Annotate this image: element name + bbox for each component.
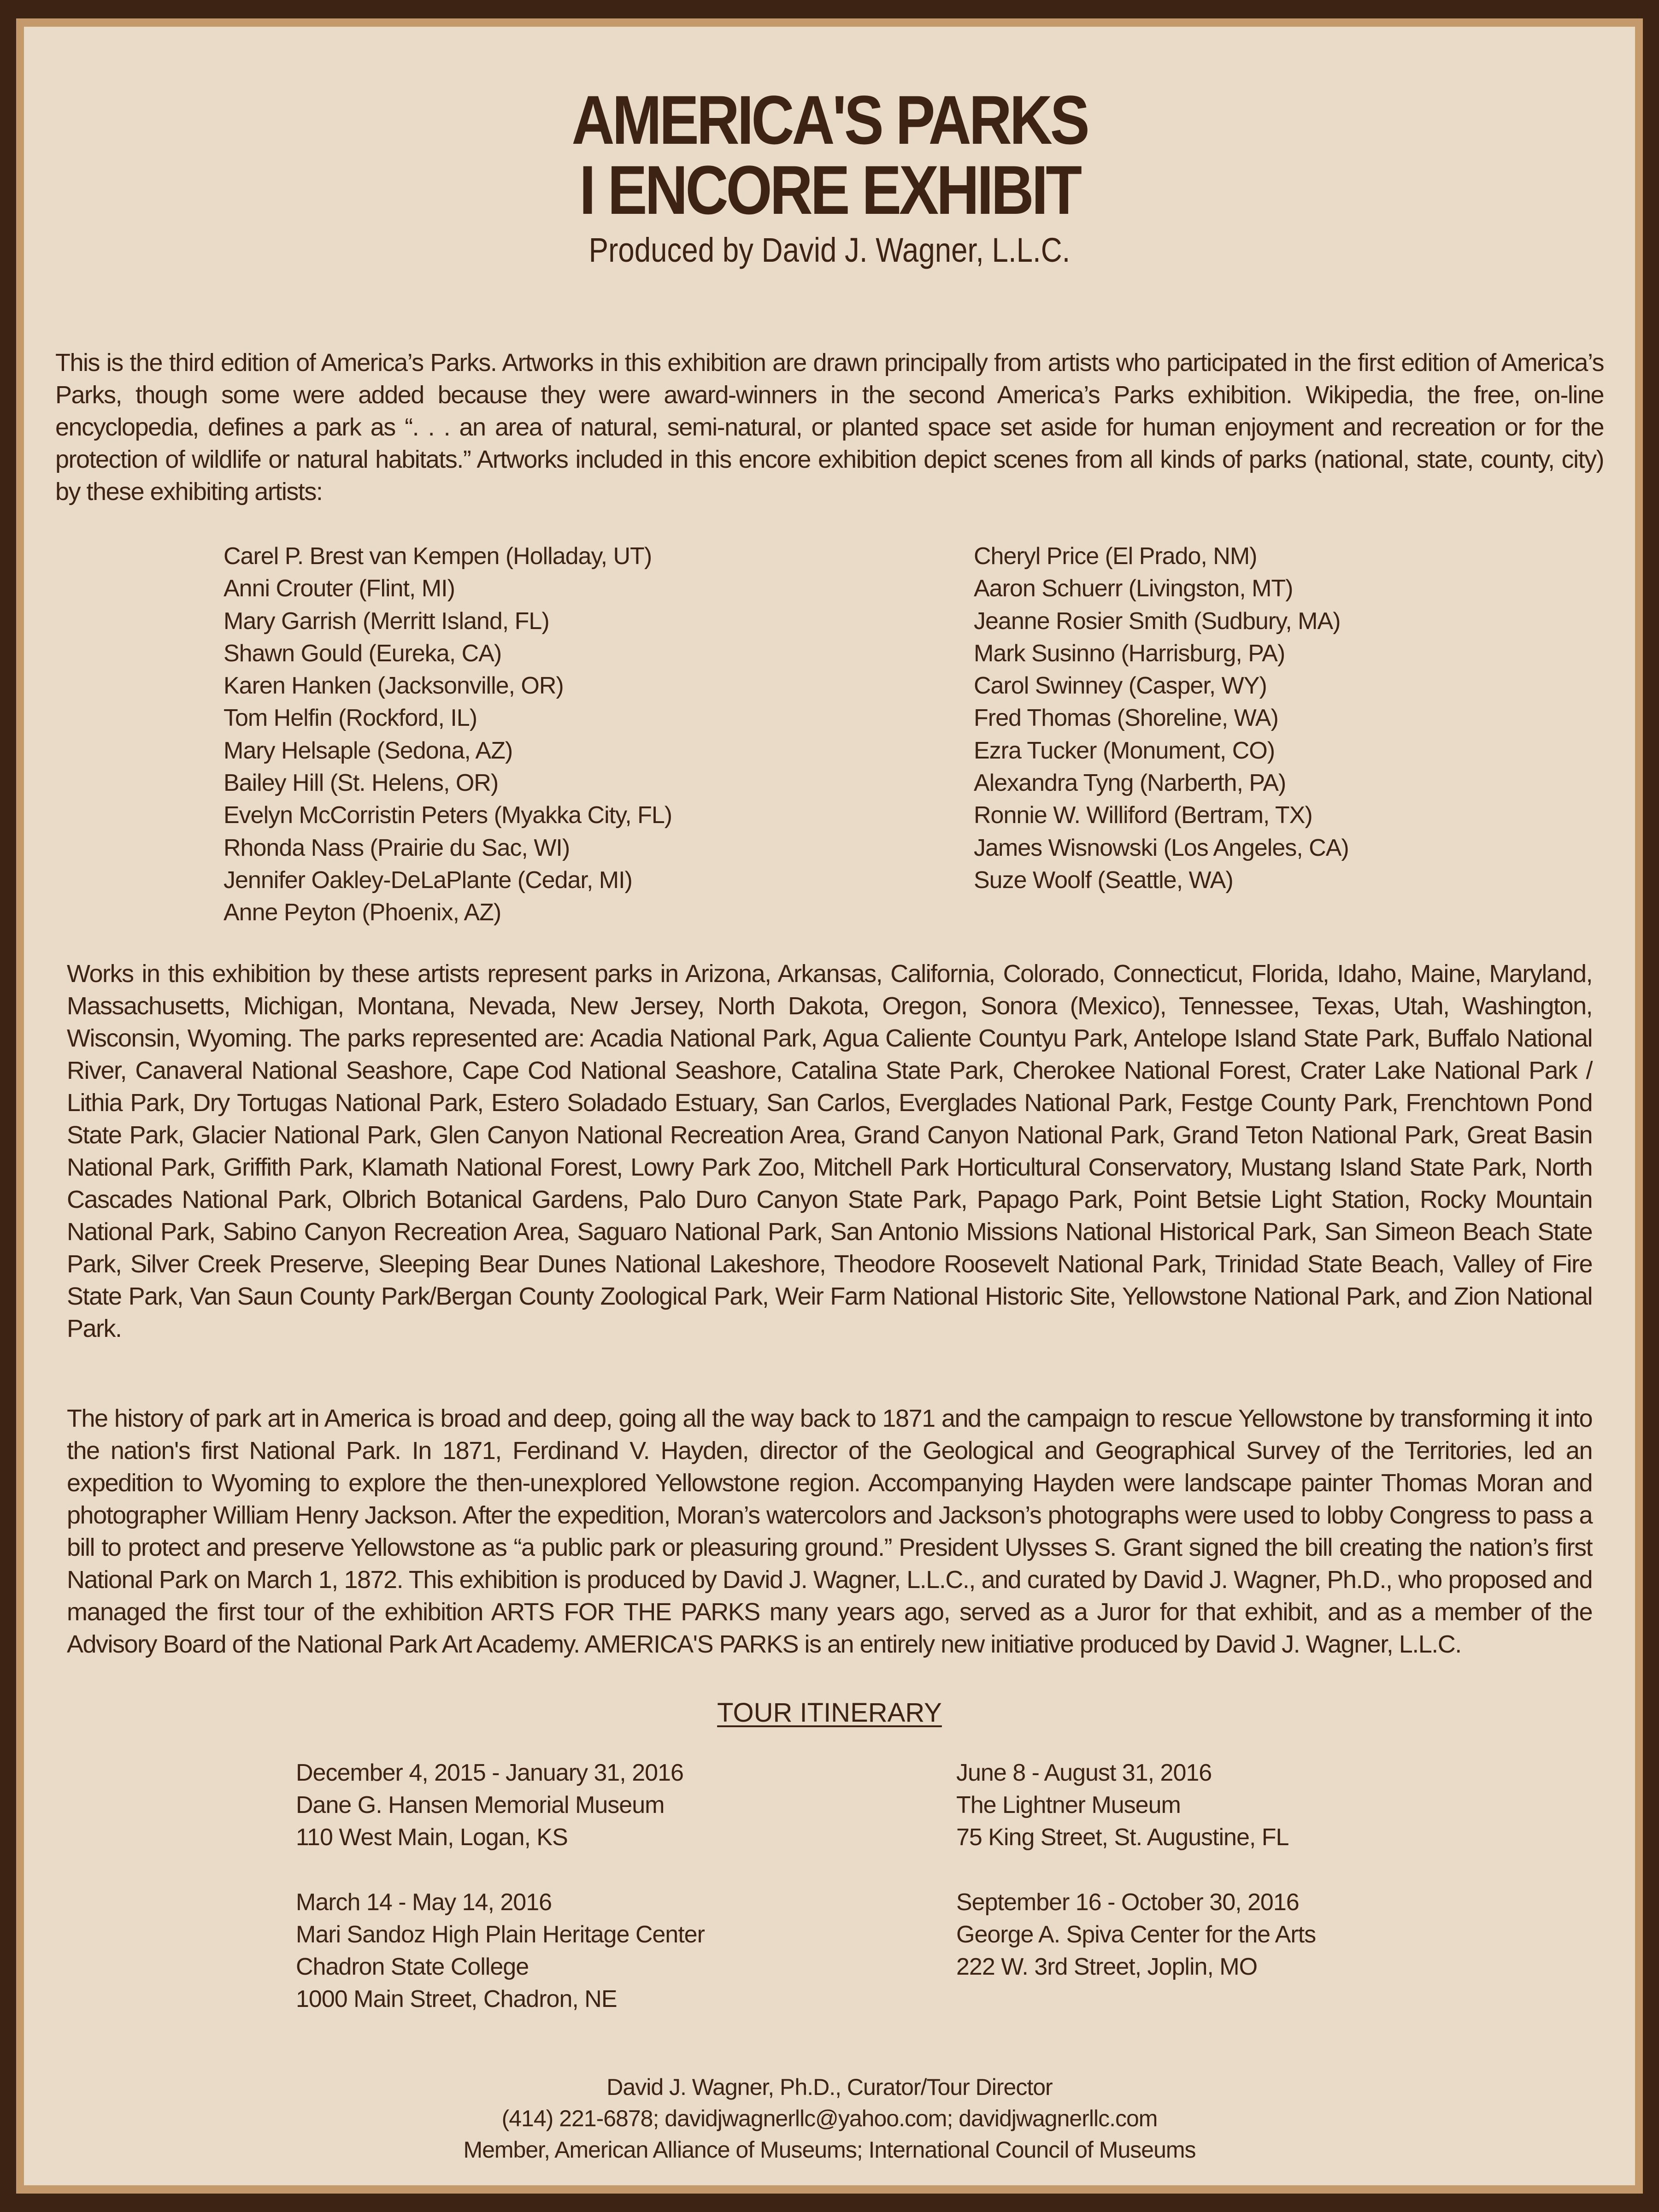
tour-itinerary-heading-text: TOUR ITINERARY	[717, 1698, 942, 1728]
membership-line: Member, American Alliance of Museums; International Council of Museums	[463, 2137, 1196, 2163]
subtitle: Produced by David J. Wagner, L.L.C.	[588, 231, 1071, 269]
artist-item: Suze Woolf (Seattle, WA)	[974, 866, 1233, 894]
tour-stop-venue: Dane G. Hansen Memorial Museum	[296, 1792, 665, 1818]
tour-stop-dates: September 16 - October 30, 2016	[956, 1889, 1299, 1916]
artist-item: Carel P. Brest van Kempen (Holladay, UT)	[224, 543, 652, 570]
artist-item: Fred Thomas (Shoreline, WA)	[974, 705, 1278, 732]
tour-stop-dates: March 14 - May 14, 2016	[296, 1889, 552, 1916]
artist-item: Mary Garrish (Merritt Island, FL)	[224, 607, 549, 635]
artist-list-left	[224, 540, 672, 929]
title-line-2: I ENCORE EXHIBIT	[579, 151, 1080, 229]
tour-stop-venue: The Lightner Museum	[956, 1792, 1181, 1818]
artist-item: Evelyn McCorristin Peters (Myakka City, FL)	[224, 802, 672, 829]
artist-item: Shawn Gould (Eureka, CA)	[224, 640, 502, 667]
artist-item: Tom Helfin (Rockford, IL)	[224, 705, 477, 732]
tour-stop-venue: Mari Sandoz High Plain Heritage Center	[296, 1921, 705, 1948]
tour-stop	[296, 1886, 705, 2015]
tour-stop-dates: June 8 - August 31, 2016	[956, 1759, 1212, 1786]
tour-stop	[956, 1757, 1288, 1853]
artist-item: James Wisnowski (Los Angeles, CA)	[974, 834, 1349, 861]
history-paragraph: The history of park art in America is broad and deep, going all the way back to 1871 and the campaign to rescue Yellowstone by transforming it into the nation's first National Park. In 1871, Ferdinand V. Hayden, director of the Geological and Geographical Survey of the Territories, led an expedition to Wyoming to explore the then-unexplored Yellowstone region. Accompanying Hayden were landscape painter Thomas Moran and photographer William Henry Jackson. After the expedition, Moran’s watercolors and Jackson’s photographs were used to lobby Congress to pass a bill to protect and preserve Yellowstone as “a public park or pleasuring ground.” President Ulysses S. Grant signed the bill creating the nation’s first National Park on March 1, 1872. This exhibition is produced by David J. Wagner, L.L.C., and curated by David J. Wagner, Ph.D., who proposed and managed the first tour of the exhibition ARTS FOR THE PARKS many years ago, served as a Juror for that exhibit, and as a member of the Advisory Board of the National Park Art Academy. AMERICA'S PARKS is an entirely new initiative produced by David J. Wagner, L.L.C.	[67, 1405, 1592, 1658]
intro-paragraph: This is the third edition of America’s Parks. Artworks in this exhibition are drawn principally from artists who participated in the first edition of America’s Parks, though some were added because they were award-winners in the second America’s Parks exhibition. Wikipedia, the free, on-line encyclopedia, defines a park as “. . . an area of natural, semi-natural, or planted space set aside for human enjoyment and recreation or for the protection of wildlife or natural habitats.” Artworks included in this encore exhibition depict scenes from all kinds of parks (national, state, county, city) by these exhibiting artists:	[55, 349, 1604, 506]
artist-list-right	[974, 540, 1349, 896]
tour-stop-address: 110 West Main, Logan, KS	[296, 1824, 568, 1851]
contact-line: (414) 221-6878; davidjwagnerllc@yahoo.com; davidjwagnerllc.com	[501, 2106, 1158, 2131]
tour-stop-address: 222 W. 3rd Street, Joplin, MO	[956, 1953, 1258, 1980]
artist-item: Bailey Hill (St. Helens, OR)	[224, 770, 499, 797]
tour-stop-address: 75 King Street, St. Augustine, FL	[956, 1824, 1289, 1851]
parks-paragraph: Works in this exhibition by these artists represent parks in Arizona, Arkansas, California, Colorado, Connecticut, Florida, Idaho, Maine, Maryland, Massachusetts, Michigan, Montana, Nevada, New Jersey, North Dakota, Oregon, Sonora (Mexico), Tennessee, Texas, Utah, Washington, Wisconsin, Wyoming. The parks represented are: Acadia National Park, Agua Caliente Countyu Park, Antelope Island State Park, Buffalo National River, Canaveral National Seashore, Cape Cod National Seashore, Catalina State Park, Cherokee National Forest, Crater Lake National Park / Lithia Park, Dry Tortugas National Park, Estero Soladado Estuary, San Carlos, Everglades National Park, Festge County Park, Frenchtown Pond State Park, Glacier National Park, Glen Canyon National Recreation Area, Grand Canyon National Park, Grand Teton National Park, Great Basin National Park, Griffith Park, Klamath National Forest, Lowry Park Zoo, Mitchell Park Horticultural Conservatory, Mustang Island State Park, North Cascades National Park, Olbrich Botanical Gardens, Palo Duro Canyon State Park, Papago Park, Point Betsie Light Station, Rocky Mountain National Park, Sabino Canyon Recreation Area, Saguaro National Park, San Antonio Missions National Historical Park, San Simeon Beach State Park, Silver Creek Preserve, Sleeping Bear Dunes National Lakeshore, Theodore Roosevelt National Park, Trinidad State Beach, Valley of Fire State Park, Van Saun County Park/Bergan County Zoological Park, Weir Farm National Historic Site, Yellowstone National Park, and Zion National Park.	[67, 960, 1592, 1342]
artist-item: Alexandra Tyng (Narberth, PA)	[974, 770, 1286, 797]
tour-stop-address: 1000 Main Street, Chadron, NE	[296, 1986, 617, 2012]
tour-itinerary-heading	[0, 1697, 1659, 1729]
artist-item: Mark Susinno (Harrisburg, PA)	[974, 640, 1285, 667]
tour-stop-dates: December 4, 2015 - January 31, 2016	[296, 1759, 683, 1786]
artist-item: Jennifer Oakley-DeLaPlante (Cedar, MI)	[224, 866, 632, 894]
title-line-1: AMERICA'S PARKS	[571, 81, 1088, 159]
tour-stop-venue-secondary: Chadron State College	[296, 1953, 529, 1980]
artist-item: Anni Crouter (Flint, MI)	[224, 575, 455, 602]
artist-item: Carol Swinney (Casper, WY)	[974, 672, 1267, 700]
artist-item: Mary Helsaple (Sedona, AZ)	[224, 737, 513, 764]
tour-stop	[956, 1886, 1316, 1983]
curator-line: David J. Wagner, Ph.D., Curator/Tour Director	[606, 2074, 1053, 2100]
artist-item: Anne Peyton (Phoenix, AZ)	[224, 899, 501, 926]
artist-item: Cheryl Price (El Prado, NM)	[974, 543, 1257, 570]
contact-footer	[0, 2071, 1659, 2165]
tour-stop-venue: George A. Spiva Center for the Arts	[956, 1921, 1316, 1948]
artist-item: Karen Hanken (Jacksonville, OR)	[224, 672, 564, 700]
artist-item: Jeanne Rosier Smith (Sudbury, MA)	[974, 607, 1341, 635]
tour-stop	[296, 1757, 683, 1853]
page-title	[116, 81, 1543, 229]
artist-item: Rhonda Nass (Prairie du Sac, WI)	[224, 834, 570, 861]
artist-item: Aaron Schuerr (Livingston, MT)	[974, 575, 1293, 602]
artist-item: Ezra Tucker (Monument, CO)	[974, 737, 1275, 764]
artist-item: Ronnie W. Williford (Bertram, TX)	[974, 802, 1312, 829]
